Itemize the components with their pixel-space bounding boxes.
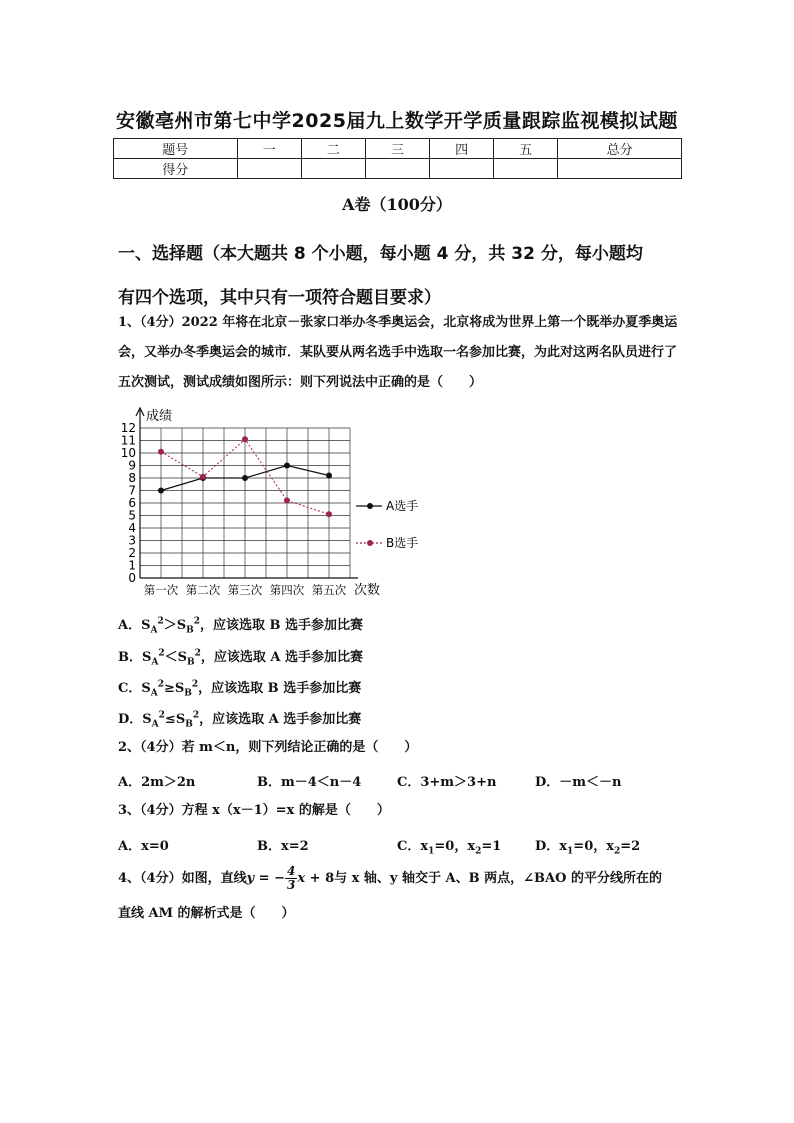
chart-grid	[140, 428, 350, 578]
score-cell	[301, 159, 365, 179]
score-header-cell: 总分	[558, 139, 682, 159]
score-header-cell: 一	[237, 139, 301, 159]
x-tick-label: 第四次	[269, 583, 305, 597]
data-point-a	[242, 475, 248, 481]
legend-label: B选手	[386, 536, 419, 550]
question-1-text: 1、（4分）2022 年将在北京－张家口举办冬季奥运会，北京将成为世界上第一个既举办夏季奥运会，又举办冬季奥运会的城市．某队要从两名选手中选取一名参加比赛，为此对这两名队员进行了五次测试，测试成绩如图所示：则下列说法中正确的是（ ）	[118, 315, 678, 390]
score-cell	[430, 159, 494, 179]
y-tick-label: 0	[128, 571, 136, 585]
y-tick-label: 2	[128, 546, 136, 560]
q2-option-d: D．－m＜－n	[535, 775, 622, 790]
q1-option-d: D．$S_A^2\le S_B^2$，应该选取 A 选手参加比赛	[118, 710, 362, 730]
data-point-a	[284, 463, 290, 469]
data-point-b	[284, 498, 290, 504]
q1-option-c-text: ，应该选取 B 选手参加比赛	[198, 681, 362, 696]
score-header-cell: 题号	[114, 139, 238, 159]
score-cell	[494, 159, 558, 179]
section-one-line1: 一、选择题（本大题共 8 个小题，每小题 4 分，共 32 分，每小题均	[118, 244, 643, 264]
y-tick-label: 1	[128, 558, 136, 573]
score-table-header-row	[114, 139, 682, 159]
q1-option-a-text: ，应该选取 B 选手参加比赛	[200, 618, 364, 633]
q3-option-c: C．$x_1=0$，$x_2=1$	[397, 839, 502, 857]
legend-marker	[367, 503, 373, 509]
q2-option-b: B．m－4＜n－4	[257, 775, 362, 790]
q1-option-b-text: ，应该选取 A 选手参加比赛	[200, 650, 364, 665]
data-point-b	[158, 449, 164, 455]
section-a-heading: A卷（100分）	[342, 195, 452, 214]
q1-option-d-text: ，应该选取 A 选手参加比赛	[199, 712, 362, 727]
score-cell	[365, 159, 429, 179]
data-point-b	[200, 474, 206, 480]
data-point-a	[326, 473, 332, 479]
score-table	[113, 138, 682, 179]
q1-option-a: A．$S_A^2>S_B^2$，应该选取 B 选手参加比赛	[118, 616, 364, 636]
x-tick-label: 第二次	[185, 583, 221, 597]
score-table-score-row	[114, 159, 682, 179]
chart-x-ticks	[144, 583, 347, 597]
chart-y-label: 成绩	[146, 409, 173, 424]
legend-marker	[367, 540, 373, 546]
score-header-cell: 五	[494, 139, 558, 159]
y-tick-label: 10	[120, 446, 136, 460]
chart-x-label: 次数	[354, 583, 381, 598]
question-4-text	[118, 862, 678, 896]
chart-y-ticks	[121, 421, 136, 585]
score-line-chart	[116, 404, 436, 600]
y-tick-label: 6	[128, 496, 136, 510]
q3-option-d: D．$x_1=0$，$x_2=2$	[535, 839, 641, 857]
score-header-cell: 三	[365, 139, 429, 159]
question-2-text: 2、（4分）若 m＜n，则下列结论正确的是（ ）	[118, 740, 418, 755]
chart-axes	[136, 408, 358, 578]
y-tick-label: 9	[128, 458, 136, 473]
q4-equation: y = − $\frac{4}{3}$ x + 8	[246, 864, 335, 892]
q1-option-c: C．$S_A^2\ge S_B^2$，应该选取 B 选手参加比赛	[118, 679, 362, 699]
q2-option-c: C．3+m＞3+n	[397, 775, 497, 790]
y-tick-label: 3	[128, 533, 136, 548]
score-row-label: 得分	[114, 159, 238, 179]
y-tick-label: 8	[128, 471, 136, 485]
q2-option-a: A．2m＞2n	[118, 775, 196, 790]
chart-legend	[356, 498, 418, 550]
question-3-text: 3、（4分）方程 x（x－1）=x 的解是（ ）	[118, 803, 390, 818]
y-tick-label: 7	[128, 483, 136, 498]
question-4-line2: 直线 AM 的解析式是（ ）	[118, 906, 295, 921]
section-one-heading	[118, 232, 688, 320]
y-tick-label: 5	[128, 508, 136, 523]
q3-option-b: B．x=2	[257, 839, 309, 854]
x-tick-label: 第五次	[311, 583, 347, 597]
score-cell	[237, 159, 301, 179]
y-tick-label: 4	[128, 521, 136, 535]
data-point-b	[242, 436, 248, 442]
section-one-line2: 有四个选项，其中只有一项符合题目要求）	[118, 288, 441, 308]
legend-label: A选手	[386, 499, 419, 513]
y-tick-label: 12	[120, 421, 136, 435]
q1-option-b: B．$S_A^2<S_B^2$，应该选取 A 选手参加比赛	[118, 648, 364, 668]
y-tick-label: 11	[120, 433, 136, 448]
x-tick-label: 第三次	[227, 583, 263, 597]
q4-prefix: 4、（4分）如图，直线	[118, 871, 247, 886]
score-header-cell: 四	[430, 139, 494, 159]
exam-title: 安徽亳州市第七中学2025届九上数学开学质量跟踪监视模拟试题	[116, 110, 678, 132]
data-point-b	[326, 511, 332, 517]
q3-option-a: A．x=0	[118, 839, 169, 854]
x-tick-label: 第一次	[143, 583, 179, 597]
score-cell	[558, 159, 682, 179]
data-point-a	[158, 488, 164, 494]
score-header-cell: 二	[301, 139, 365, 159]
q4-suffix: 与 x 轴、y 轴交于 A、B 两点，∠BAO 的平分线所在的	[334, 871, 662, 886]
